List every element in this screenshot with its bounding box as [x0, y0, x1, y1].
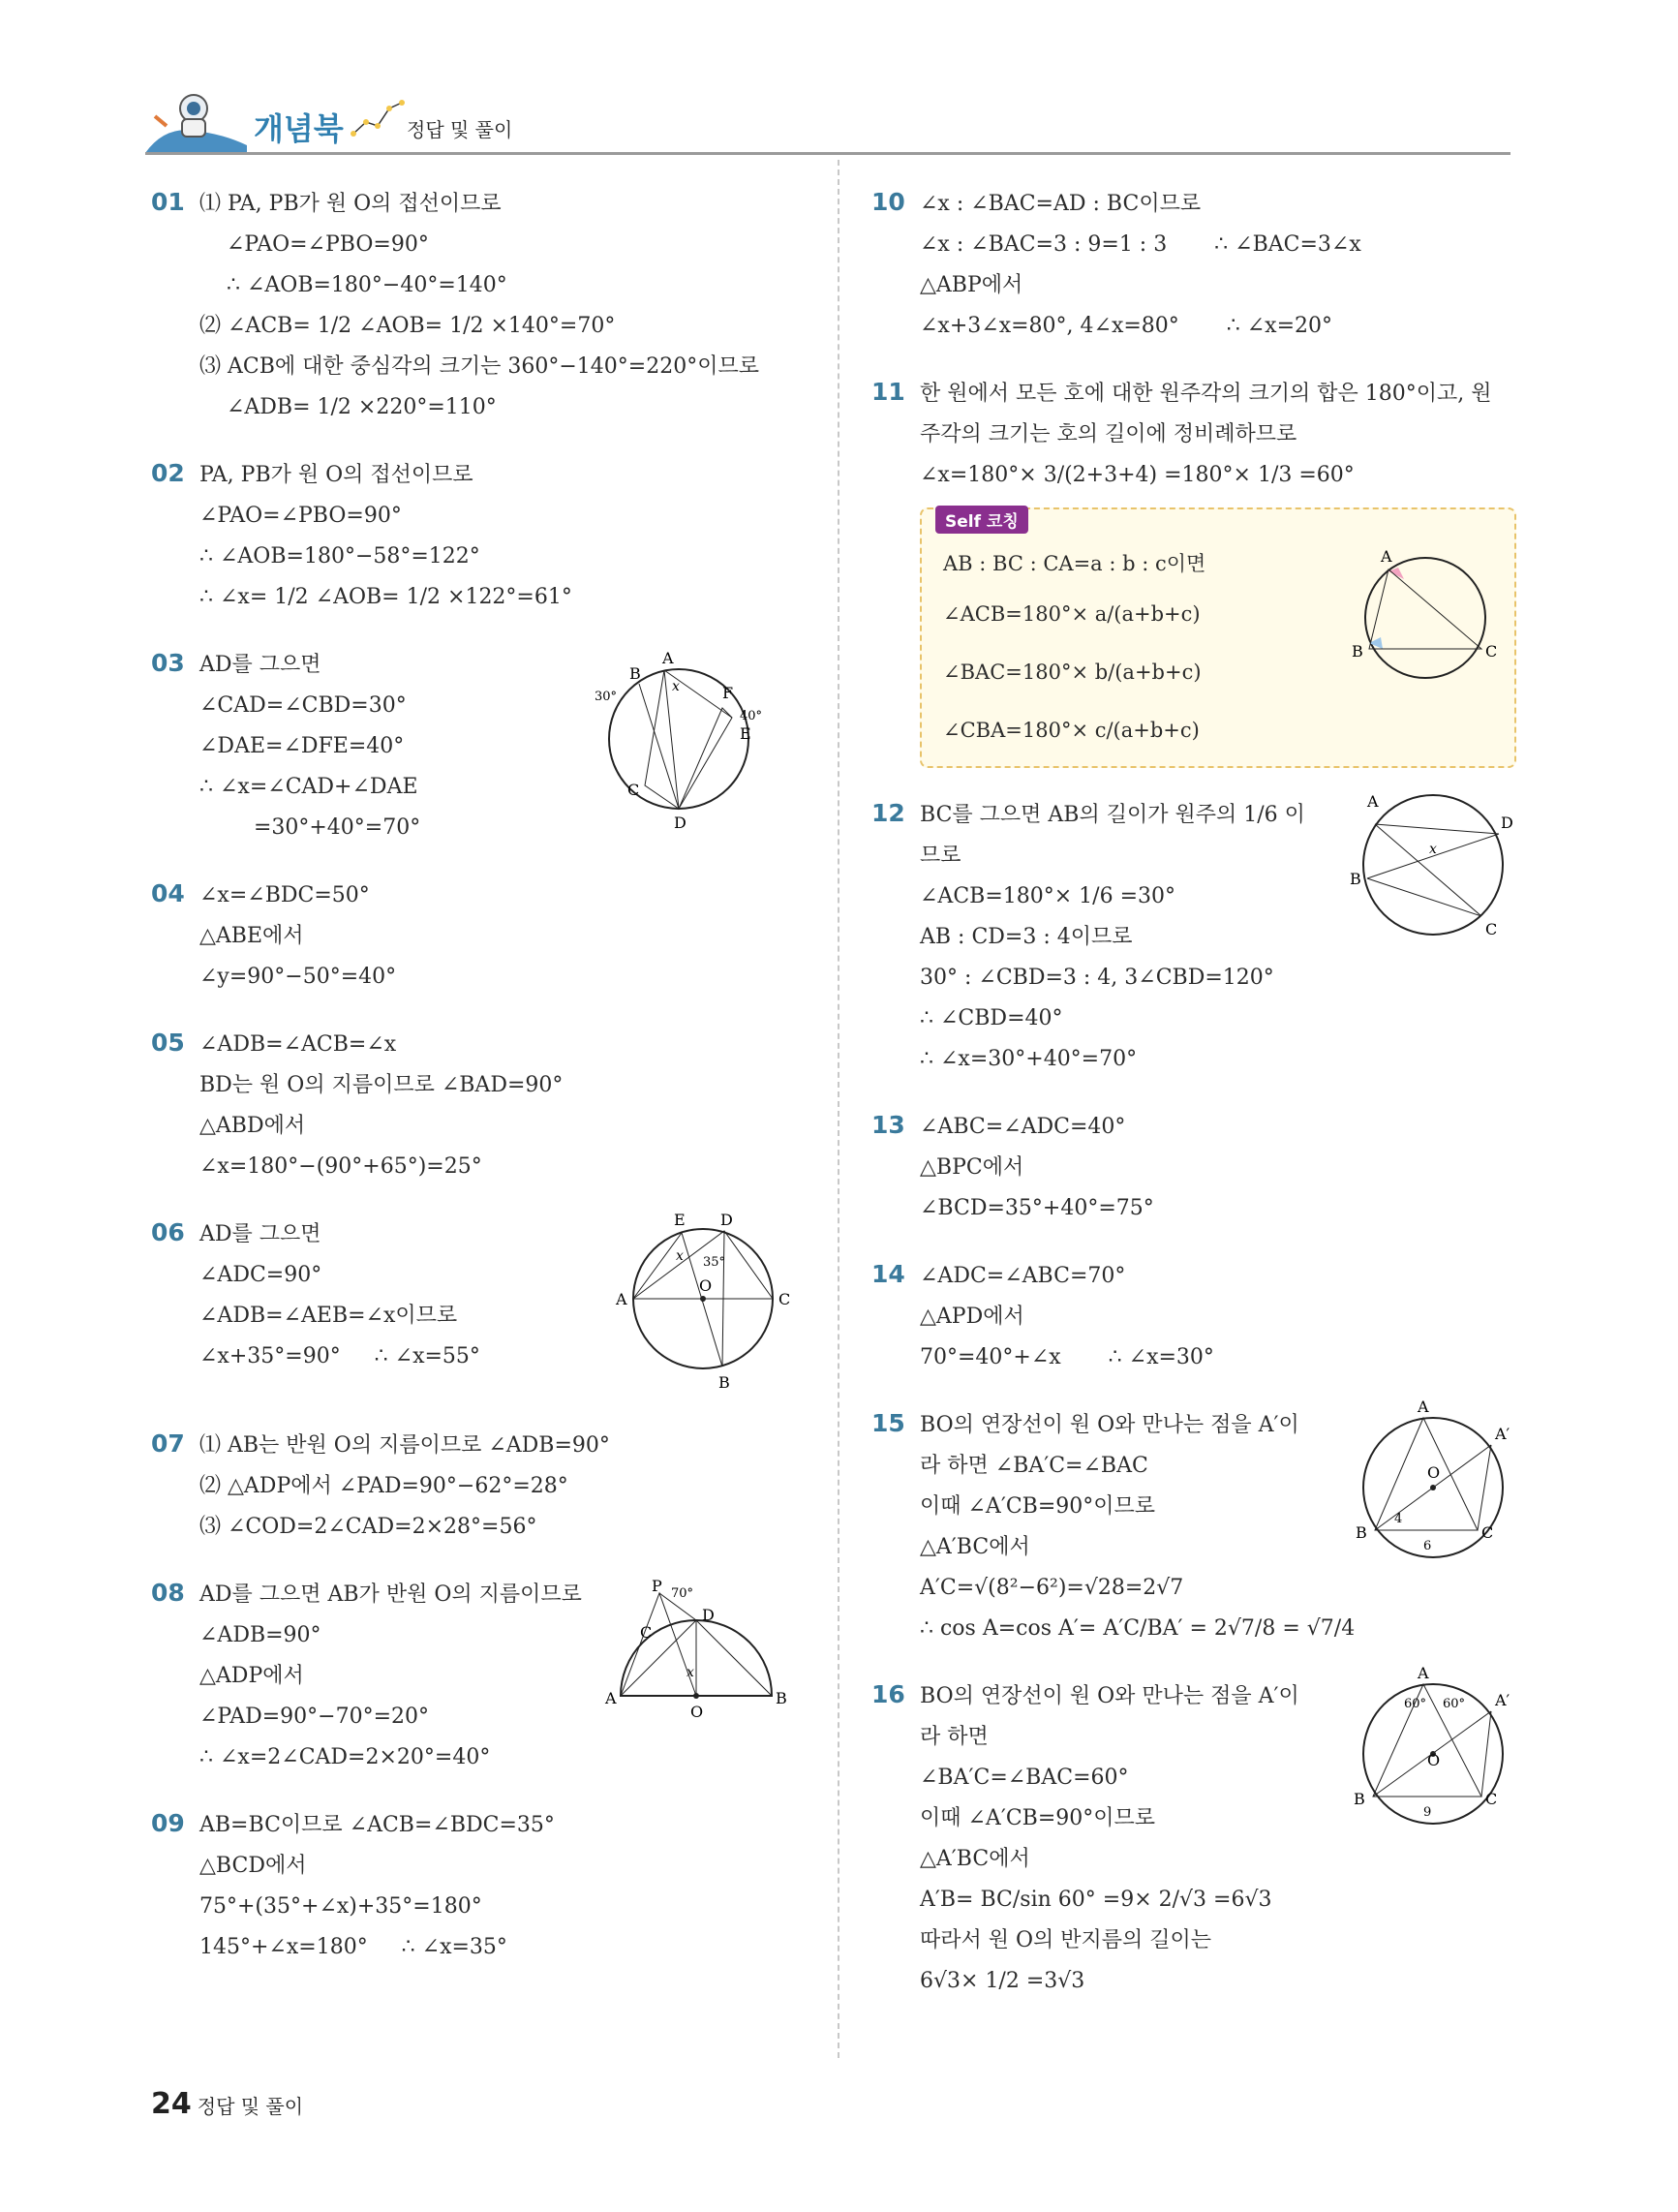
solution-line: ∠ADB= 1/2 ×220°=110°: [199, 395, 497, 419]
solution-line: AD를 그으면: [199, 653, 321, 677]
fig-label: B: [1350, 870, 1361, 888]
problem-13: [871, 1107, 1530, 1229]
fig-label: x: [672, 679, 680, 694]
figure-16-circle: [1346, 1667, 1530, 1841]
fig-label: A′: [1495, 1691, 1510, 1709]
fig-label: O: [699, 1276, 713, 1295]
problem-number: 03: [151, 649, 185, 677]
header-subtitle: 정답 및 풀이: [407, 118, 513, 141]
solution-line: ⑵ ∠ACB= 1/2 ∠AOB= 1/2 ×140°=70°: [199, 314, 616, 338]
solution-line: BO의 연장선이 원 O와 만나는 점을 A′이: [920, 1413, 1299, 1437]
solution-line: AB : CD=3 : 4이므로: [920, 925, 1133, 949]
problem-number: 13: [871, 1111, 905, 1139]
solution-line: 주각의 크기는 호의 길이에 정비례하므로: [920, 422, 1297, 446]
fig-label: A: [1418, 1400, 1429, 1416]
solution-line: ∠x : ∠BAC=3 : 9=1 : 3 ∴ ∠BAC=3∠x: [920, 232, 1361, 257]
solution-line: ⑴ AB는 반원 O의 지름이므로 ∠ADB=90°: [199, 1433, 610, 1458]
page-header: [145, 87, 1510, 155]
problem-14: [871, 1256, 1530, 1378]
solution-line: 이때 ∠A′CB=90°이므로: [920, 1806, 1155, 1830]
solution-line: ∠ADB=∠ACB=∠x: [199, 1032, 397, 1057]
page-number: 24: [151, 2087, 192, 2121]
figure-08-semicircle: [601, 1580, 795, 1725]
solution-line: BD는 원 O의 지름이므로 ∠BAD=90°: [199, 1073, 564, 1097]
solution-line: △A′BC에서: [920, 1535, 1030, 1559]
solution-line: ∠PAO=∠PBO=90°: [199, 504, 402, 528]
solution-line: AB=BC이므로 ∠ACB=∠BDC=35°: [199, 1813, 555, 1837]
solution-line: △BPC에서: [920, 1155, 1024, 1180]
fig-label: A: [616, 1290, 627, 1308]
problem-number: 10: [871, 188, 905, 216]
fig-label: B: [1354, 1790, 1365, 1808]
fig-label: 60°: [1404, 1697, 1427, 1711]
astronaut-mascot-icon: [145, 87, 247, 153]
self-coaching-box: [920, 507, 1516, 768]
problem-07: [151, 1426, 819, 1548]
solution-line: A′C=√(8²−6²)=√28=2√7: [920, 1576, 1184, 1600]
solution-line: ∠DAE=∠DFE=40°: [199, 734, 405, 758]
solution-line: AD를 그으면: [199, 1222, 321, 1246]
solution-line: ∠ADB=90°: [199, 1623, 321, 1647]
solution-line: △ABE에서: [199, 924, 304, 948]
solution-line: ∴ cos A=cos A′= A′C/BA′ = 2√7/8 = √7/4: [920, 1616, 1356, 1641]
problem-number: 05: [151, 1029, 185, 1057]
figure-12-circle: [1346, 785, 1520, 950]
solution-line: ∠CAD=∠CBD=30°: [199, 693, 407, 718]
figure-03-circle: [587, 650, 771, 834]
problem-number: 09: [151, 1809, 185, 1837]
solution-line: ∴ ∠AOB=180°−40°=140°: [199, 273, 507, 297]
solution-line: PA, PB가 원 O의 접선이므로: [199, 463, 473, 487]
solution-line: ⑵ △ADP에서 ∠PAD=90°−62°=28°: [199, 1474, 568, 1498]
problem-number: 04: [151, 879, 185, 907]
fig-label: C: [1481, 1523, 1494, 1542]
fig-label: B: [1352, 642, 1363, 661]
constellation-icon: [349, 95, 407, 143]
column-divider: [838, 160, 839, 2058]
fig-label: E: [674, 1211, 686, 1229]
problem-number: 08: [151, 1579, 185, 1607]
solution-line: ∠x+3∠x=80°, 4∠x=80° ∴ ∠x=20°: [920, 314, 1333, 338]
fig-label: 35°: [703, 1255, 726, 1270]
solution-line: 한 원에서 모든 호에 대한 원주각의 크기의 합은 180°이고, 원: [920, 382, 1492, 406]
footer-label: 정답 및 풀이: [197, 2095, 304, 2118]
fig-label: O: [1427, 1463, 1441, 1482]
solution-line: AD를 그으면 AB가 반원 O의 지름이므로: [199, 1582, 582, 1607]
problem-05: [151, 1025, 819, 1187]
fig-label: O: [1427, 1751, 1441, 1769]
solution-line: ∠x=180°× 3/(2+3+4) =180°× 1/3 =60°: [920, 463, 1355, 487]
fig-label: A: [605, 1689, 617, 1707]
solution-line: 70°=40°+∠x ∴ ∠x=30°: [920, 1345, 1214, 1369]
coaching-line: ∠BAC=180°× b/(a+b+c): [943, 661, 1202, 684]
fig-label: 9: [1423, 1805, 1432, 1820]
solution-line: ∠y=90°−50°=40°: [199, 965, 397, 989]
fig-label: P: [652, 1580, 662, 1595]
solution-line: △BCD에서: [199, 1854, 307, 1878]
coaching-line: ∠ACB=180°× a/(a+b+c): [943, 602, 1201, 626]
solution-line: 75°+(35°+∠x)+35°=180°: [199, 1894, 482, 1919]
solution-line: 이때 ∠A′CB=90°이므로: [920, 1494, 1155, 1519]
solution-line: △ADP에서: [199, 1664, 304, 1688]
solution-line: ∠ADC=∠ABC=70°: [920, 1264, 1126, 1288]
problem-09: [151, 1805, 819, 1968]
fig-label: A: [662, 650, 674, 667]
problem-number: 07: [151, 1429, 185, 1458]
problem-number: 15: [871, 1409, 905, 1437]
solution-line: △ABP에서: [920, 273, 1023, 297]
solution-line: ∴ ∠AOB=180°−58°=122°: [199, 544, 480, 568]
fig-label: x: [686, 1665, 694, 1680]
solution-line: ∠ABC=∠ADC=40°: [920, 1115, 1126, 1139]
problem-number: 16: [871, 1680, 905, 1708]
right-column: [871, 184, 1530, 2029]
solution-line: A′B= BC/sin 60° =9× 2/√3 =6√3: [920, 1888, 1272, 1912]
solution-line: ⑶ ACB에 대한 중심각의 크기는 360°−140°=220°이므로: [199, 354, 759, 379]
brand-title: 개념북: [254, 110, 344, 147]
solution-line: =30°+40°=70°: [199, 815, 421, 840]
fig-label: E: [740, 724, 751, 743]
solution-line: ∴ ∠CBD=40°: [920, 1006, 1063, 1030]
fig-label: B: [1356, 1523, 1367, 1542]
problem-number: 01: [151, 188, 185, 216]
fig-label: C: [640, 1623, 653, 1642]
fig-label: 6: [1423, 1539, 1432, 1553]
figure-06-circle: [606, 1210, 800, 1394]
problem-number: 12: [871, 799, 905, 827]
problem-03: [151, 645, 819, 848]
solution-line: 라 하면: [920, 1725, 989, 1749]
fig-label: 4: [1394, 1512, 1403, 1526]
coaching-line: ∠CBA=180°× c/(a+b+c): [943, 719, 1200, 742]
solution-line: 따라서 원 O의 반지름의 길이는: [920, 1928, 1212, 1952]
solution-line: ⑴ PA, PB가 원 O의 접선이므로: [199, 192, 502, 216]
solution-line: ∠x=180°−(90°+65°)=25°: [199, 1154, 482, 1179]
fig-label: F: [722, 684, 734, 702]
solution-line: BC를 그으면 AB의 길이가 원주의 1/6 이: [920, 803, 1305, 827]
fig-label: C: [1485, 642, 1498, 661]
solution-line: ∴ ∠x= 1/2 ∠AOB= 1/2 ×122°=61°: [199, 585, 572, 609]
fig-label: B: [776, 1689, 787, 1707]
problem-04: [151, 876, 819, 998]
header-rule: [145, 152, 1510, 155]
solution-line: 라 하면 ∠BA′C=∠BAC: [920, 1454, 1148, 1478]
left-column: [151, 184, 819, 1995]
problem-08: [151, 1575, 819, 1778]
problem-number: 11: [871, 378, 905, 406]
solution-line: 6√3× 1/2 =3√3: [920, 1969, 1085, 1993]
solution-line: △ABD에서: [199, 1114, 306, 1138]
fig-label: D: [1501, 814, 1513, 832]
self-coaching-badge: Self 코칭: [935, 506, 1028, 534]
solution-line: ∠x+35°=90° ∴ ∠x=55°: [199, 1344, 480, 1368]
solution-line: ∠x : ∠BAC=AD : BC이므로: [920, 192, 1202, 216]
solution-line: ∠BCD=35°+40°=75°: [920, 1196, 1154, 1220]
fig-label: 60°: [1443, 1697, 1466, 1711]
coaching-line: AB : BC : CA=a : b : c이면: [943, 552, 1206, 575]
page-footer: [151, 2087, 303, 2121]
solution-line: ∴ ∠x=2∠CAD=2×20°=40°: [199, 1745, 491, 1769]
solution-line: 30° : ∠CBD=3 : 4, 3∠CBD=120°: [920, 966, 1274, 990]
problem-12: [871, 792, 1530, 1080]
fig-label: C: [778, 1290, 791, 1308]
fig-label: C: [1485, 920, 1498, 938]
fig-label: A: [1381, 548, 1392, 566]
fig-label: C: [627, 781, 640, 799]
problem-number: 02: [151, 459, 185, 487]
solution-line: BO의 연장선이 원 O와 만나는 점을 A′이: [920, 1684, 1299, 1708]
fig-label: D: [674, 814, 686, 832]
fig-label: 40°: [740, 709, 763, 723]
solution-line: ∠ADB=∠AEB=∠x이므로: [199, 1304, 458, 1328]
solution-line: ∠PAD=90°−70°=20°: [199, 1705, 430, 1729]
fig-label: B: [718, 1373, 730, 1392]
fig-label: 30°: [595, 690, 618, 704]
solution-line: ∠ADC=90°: [199, 1263, 322, 1287]
figure-coaching-circle: [1348, 548, 1503, 684]
solution-line: ∠PAO=∠PBO=90°: [199, 232, 429, 257]
figure-15-circle: [1346, 1400, 1530, 1575]
solution-line: ⑶ ∠COD=2∠CAD=2×28°=56°: [199, 1515, 537, 1539]
fig-label: x: [676, 1248, 684, 1264]
fig-label: C: [1485, 1790, 1498, 1808]
fig-label: 70°: [671, 1586, 694, 1601]
fig-label: B: [629, 664, 641, 683]
problem-number: 06: [151, 1218, 185, 1246]
fig-label: A: [1367, 792, 1379, 811]
fig-label: D: [702, 1606, 715, 1624]
fig-label: O: [690, 1703, 704, 1721]
solution-line: ∠BA′C=∠BAC=60°: [920, 1766, 1129, 1790]
solution-line: △A′BC에서: [920, 1847, 1030, 1871]
problem-06: [151, 1211, 819, 1392]
problem-number: 14: [871, 1260, 905, 1288]
problem-10: [871, 184, 1530, 347]
solution-line: ∴ ∠x=30°+40°=70°: [920, 1047, 1138, 1071]
fig-label: D: [720, 1211, 733, 1229]
problem-02: [151, 455, 819, 618]
solution-line: ∠ACB=180°× 1/6 =30°: [920, 884, 1175, 908]
solution-line: 므로: [920, 844, 961, 868]
solution-line: ∠x=∠BDC=50°: [199, 883, 370, 907]
fig-label: A′: [1495, 1425, 1510, 1443]
problem-15: [871, 1400, 1530, 1649]
problem-11: [871, 374, 1530, 496]
solution-line: ∴ ∠x=∠CAD+∠DAE: [199, 775, 418, 799]
solution-line: △APD에서: [920, 1305, 1024, 1329]
problem-01: [151, 184, 819, 428]
problem-16: [871, 1667, 1530, 2002]
fig-label: A: [1418, 1667, 1429, 1682]
solution-line: 145°+∠x=180° ∴ ∠x=35°: [199, 1935, 507, 1959]
fig-label: x: [1429, 842, 1437, 857]
